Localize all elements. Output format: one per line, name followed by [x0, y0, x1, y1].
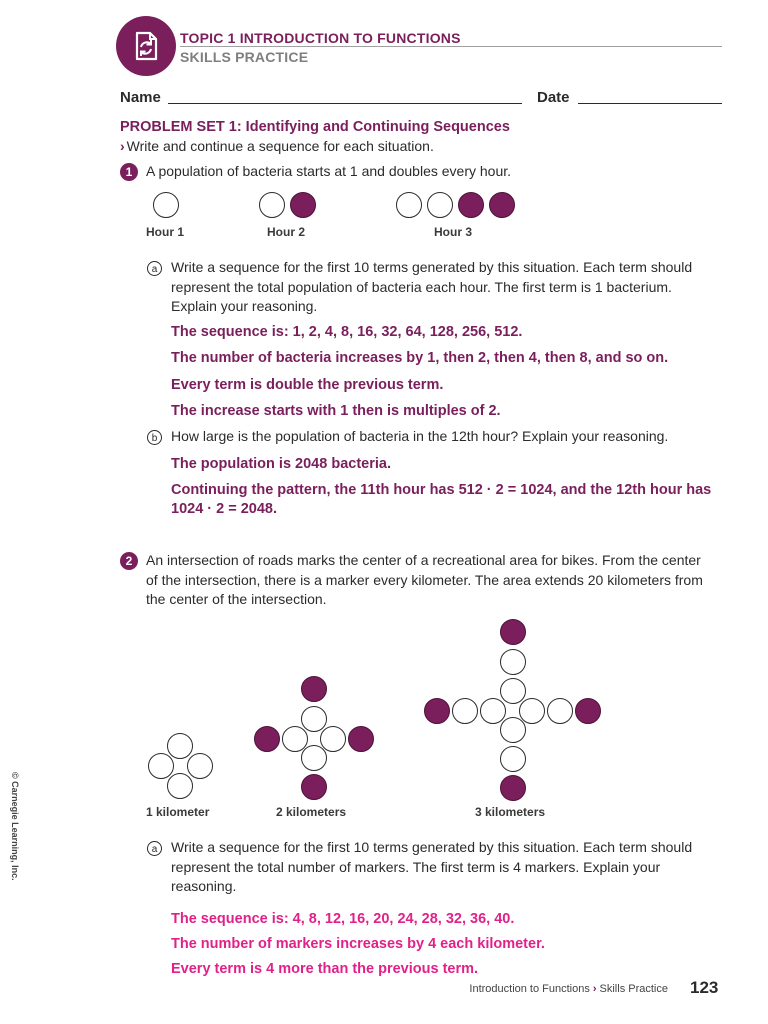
- marker-empty: [187, 753, 213, 779]
- part-a-badge: a: [147, 261, 162, 276]
- answer-line: Every term is double the previous term.: [171, 377, 444, 393]
- bacteria-empty: [396, 192, 422, 218]
- marker-empty: [320, 726, 346, 752]
- bacteria-empty: [259, 192, 285, 218]
- caption-1-kilometer: 1 kilometer: [146, 805, 210, 819]
- question-2-prompt: An intersection of roads marks the center of a recreational area for bikes. From the center of the intersection, there is a marker every kilometer. The area extends 20 kilometers from the center of the intersection.: [146, 552, 703, 607]
- name-label: Name: [120, 89, 161, 106]
- marker-filled: [500, 619, 526, 645]
- footer-topic: Introduction to Functions: [469, 983, 590, 995]
- answer-line: Every term is 4 more than the previous term.: [171, 961, 479, 977]
- caption-3-kilometers: 3 kilometers: [475, 805, 546, 819]
- question-1-badge: 1: [120, 163, 138, 181]
- bacteria-empty: [153, 192, 179, 218]
- bacteria-filled: [458, 192, 484, 218]
- marker-empty: [519, 698, 545, 724]
- answer-line: The sequence is: 1, 2, 4, 8, 16, 32, 64, 128, 256, 512.: [171, 324, 523, 340]
- answer-line: The sequence is: 4, 8, 12, 16, 20, 24, 28, 32, 36, 40.: [171, 911, 515, 927]
- marker-empty: [301, 706, 327, 732]
- marker-empty: [301, 745, 327, 771]
- question-1a-text: Write a sequence for the first 10 terms generated by this situation. Each term should represent the total population of bacteria each hour. The first term is 1 bacterium. Explain your reasoning.: [171, 259, 693, 314]
- marker-filled: [348, 726, 374, 752]
- footer-breadcrumb: [469, 983, 668, 995]
- answer-line: The number of bacteria increases by 1, then 2, then 4, then 8, and so on.: [171, 350, 669, 366]
- marker-filled: [575, 698, 601, 724]
- marker-empty: [500, 678, 526, 704]
- marker-empty: [500, 717, 526, 743]
- marker-empty: [500, 649, 526, 675]
- topic-subtitle: SKILLS PRACTICE: [180, 49, 309, 65]
- date-label: Date: [537, 89, 570, 106]
- refresh-document-icon: [116, 16, 176, 76]
- marker-empty: [167, 733, 193, 759]
- date-field[interactable]: [578, 103, 722, 104]
- bacteria-empty: [427, 192, 453, 218]
- caption-hour-1: Hour 1: [146, 225, 185, 239]
- caption-2-kilometers: 2 kilometers: [276, 805, 347, 819]
- problem-set-title: PROBLEM SET 1: Identifying and Continuing Sequences: [120, 119, 510, 135]
- problem-set-instruction: [120, 138, 434, 154]
- marker-filled: [424, 698, 450, 724]
- answer-line: The population is 2048 bacteria.: [171, 456, 391, 472]
- marker-filled: [301, 676, 327, 702]
- marker-empty: [500, 746, 526, 772]
- topic-title: TOPIC 1 INTRODUCTION TO FUNCTIONS: [180, 30, 461, 46]
- header-divider: [180, 46, 722, 47]
- marker-filled: [500, 775, 526, 801]
- marker-empty: [480, 698, 506, 724]
- footer-section: Skills Practice: [599, 983, 668, 995]
- question-2a-text: Write a sequence for the first 10 terms generated by this situation. Each term should represent the total number of markers. The first term is 4 markers. Explain your reasoning.: [171, 839, 693, 894]
- bacteria-filled: [290, 192, 316, 218]
- part-a-badge: a: [147, 841, 162, 856]
- page-number: 123: [690, 978, 719, 997]
- marker-empty: [148, 753, 174, 779]
- marker-filled: [254, 726, 280, 752]
- name-field[interactable]: [168, 103, 522, 104]
- question-1-prompt: A population of bacteria starts at 1 and doubles every hour.: [146, 163, 512, 179]
- marker-empty: [452, 698, 478, 724]
- question-2-badge: 2: [120, 552, 138, 570]
- marker-empty: [167, 773, 193, 799]
- topic-badge: [116, 16, 176, 76]
- chevron-right-icon: ›: [592, 983, 597, 995]
- answer-line: Continuing the pattern, the 11th hour has 512 · 2 = 1024, and the 12th hour has 1024 · 2 = 2048.: [171, 482, 712, 517]
- answer-line: The number of markers increases by 4 each kilometer.: [171, 936, 545, 952]
- copyright-text: © Carnegie Learning, Inc.: [10, 772, 20, 881]
- answer-line: The increase starts with 1 then is multiples of 2.: [171, 403, 501, 419]
- chevron-right-icon: ›: [120, 138, 125, 154]
- marker-empty: [547, 698, 573, 724]
- instruction-text: Write and continue a sequence for each situation.: [126, 138, 434, 154]
- question-1b-text: How large is the population of bacteria in the 12th hour? Explain your reasoning.: [171, 428, 669, 444]
- caption-hour-3: Hour 3: [434, 225, 473, 239]
- marker-filled: [301, 774, 327, 800]
- caption-hour-2: Hour 2: [267, 225, 306, 239]
- part-b-badge: b: [147, 430, 162, 445]
- bacteria-filled: [489, 192, 515, 218]
